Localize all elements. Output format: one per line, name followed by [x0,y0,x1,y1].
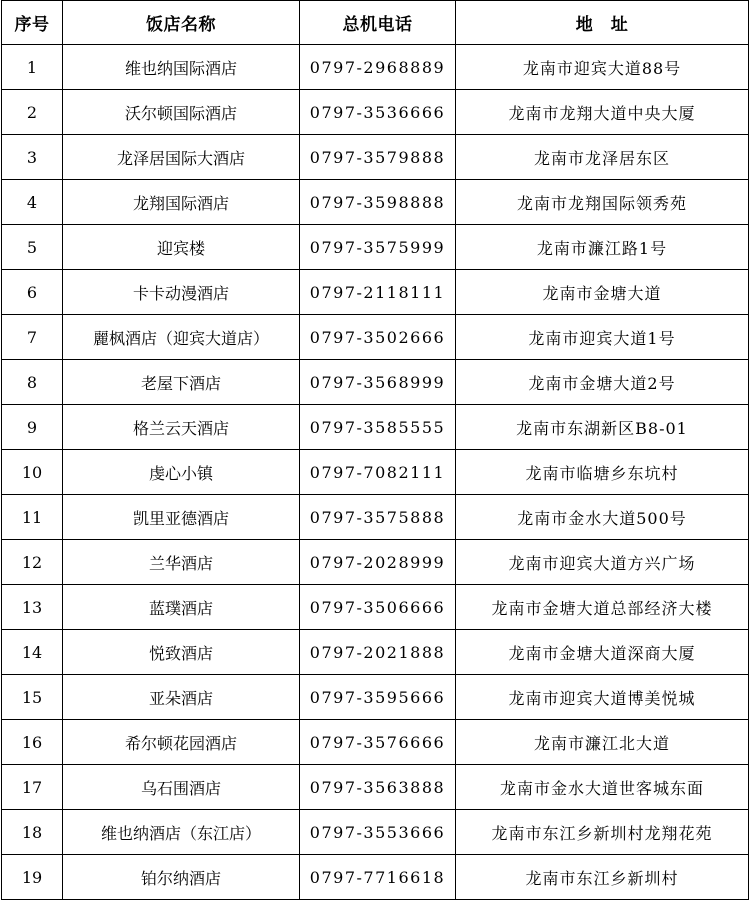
table-row [2,225,749,270]
cell-index: 12 [2,540,63,585]
cell-hotel-name: 格兰云天酒店 [63,405,300,450]
table-row [2,855,749,900]
cell-index: 9 [2,405,63,450]
cell-address: 龙南市金塘大道总部经济大楼 [456,585,749,630]
cell-phone: 0797-3598888 [300,180,456,225]
header-phone: 总机电话 [300,1,456,45]
cell-address: 龙南市濂江北大道 [456,720,749,765]
cell-index: 16 [2,720,63,765]
cell-index: 14 [2,630,63,675]
table-row [2,45,749,90]
cell-address: 龙南市金塘大道 [456,270,749,315]
table-row [2,495,749,540]
cell-address: 龙南市迎宾大道博美悦城 [456,675,749,720]
cell-address: 龙南市金水大道500号 [456,495,749,540]
table-row [2,90,749,135]
cell-hotel-name: 沃尔顿国际酒店 [63,90,300,135]
cell-address: 龙南市龙翔国际领秀苑 [456,180,749,225]
cell-phone: 0797-2021888 [300,630,456,675]
cell-phone: 0797-3553666 [300,810,456,855]
cell-hotel-name: 凯里亚德酒店 [63,495,300,540]
cell-address: 龙南市龙翔大道中央大厦 [456,90,749,135]
table-header-row [2,1,749,45]
table-body [2,45,749,900]
cell-address: 龙南市龙泽居东区 [456,135,749,180]
header-hotel-name: 饭店名称 [63,1,300,45]
cell-address: 龙南市迎宾大道1号 [456,315,749,360]
cell-index: 3 [2,135,63,180]
cell-address: 龙南市濂江路1号 [456,225,749,270]
cell-index: 1 [2,45,63,90]
cell-phone: 0797-2118111 [300,270,456,315]
cell-phone: 0797-7082111 [300,450,456,495]
cell-phone: 0797-2028999 [300,540,456,585]
cell-phone: 0797-3585555 [300,405,456,450]
cell-hotel-name: 希尔顿花园酒店 [63,720,300,765]
cell-phone: 0797-3576666 [300,720,456,765]
cell-index: 7 [2,315,63,360]
table-row [2,540,749,585]
table-row [2,765,749,810]
cell-index: 15 [2,675,63,720]
cell-phone: 0797-3502666 [300,315,456,360]
header-address: 地 址 [456,1,749,45]
header-index: 序号 [2,1,63,45]
cell-phone: 0797-3536666 [300,90,456,135]
cell-index: 8 [2,360,63,405]
table-row [2,315,749,360]
cell-address: 龙南市金塘大道深商大厦 [456,630,749,675]
cell-hotel-name: 兰华酒店 [63,540,300,585]
table-row [2,450,749,495]
table-row [2,810,749,855]
cell-hotel-name: 维也纳国际酒店 [63,45,300,90]
cell-phone: 0797-3568999 [300,360,456,405]
cell-index: 19 [2,855,63,900]
cell-address: 龙南市东湖新区B8-01 [456,405,749,450]
cell-hotel-name: 铂尔纳酒店 [63,855,300,900]
cell-hotel-name: 老屋下酒店 [63,360,300,405]
table-row [2,585,749,630]
hotel-table [1,0,749,900]
table-row [2,720,749,765]
table-row [2,180,749,225]
cell-index: 13 [2,585,63,630]
cell-phone: 0797-3506666 [300,585,456,630]
cell-index: 6 [2,270,63,315]
cell-hotel-name: 卡卡动漫酒店 [63,270,300,315]
cell-index: 4 [2,180,63,225]
cell-phone: 0797-3595666 [300,675,456,720]
cell-address: 龙南市迎宾大道方兴广场 [456,540,749,585]
cell-hotel-name: 迎宾楼 [63,225,300,270]
cell-hotel-name: 蓝璞酒店 [63,585,300,630]
cell-hotel-name: 龙泽居国际大酒店 [63,135,300,180]
cell-phone: 0797-3575888 [300,495,456,540]
cell-hotel-name: 虔心小镇 [63,450,300,495]
cell-address: 龙南市临塘乡东坑村 [456,450,749,495]
cell-hotel-name: 悦致酒店 [63,630,300,675]
cell-phone: 0797-3579888 [300,135,456,180]
cell-hotel-name: 乌石围酒店 [63,765,300,810]
cell-phone: 0797-2968889 [300,45,456,90]
cell-index: 5 [2,225,63,270]
cell-index: 10 [2,450,63,495]
cell-phone: 0797-3575999 [300,225,456,270]
cell-index: 17 [2,765,63,810]
cell-index: 11 [2,495,63,540]
cell-hotel-name: 维也纳酒店（东江店） [63,810,300,855]
table-row [2,675,749,720]
table-row [2,135,749,180]
table-row [2,630,749,675]
table-row [2,405,749,450]
cell-index: 2 [2,90,63,135]
cell-index: 18 [2,810,63,855]
cell-phone: 0797-3563888 [300,765,456,810]
table-row [2,270,749,315]
cell-hotel-name: 麗枫酒店（迎宾大道店） [63,315,300,360]
cell-hotel-name: 亚朵酒店 [63,675,300,720]
cell-phone: 0797-7716618 [300,855,456,900]
cell-address: 龙南市东江乡新圳村 [456,855,749,900]
cell-hotel-name: 龙翔国际酒店 [63,180,300,225]
cell-address: 龙南市金塘大道2号 [456,360,749,405]
cell-address: 龙南市东江乡新圳村龙翔花苑 [456,810,749,855]
cell-address: 龙南市迎宾大道88号 [456,45,749,90]
cell-address: 龙南市金水大道世客城东面 [456,765,749,810]
table-row [2,360,749,405]
